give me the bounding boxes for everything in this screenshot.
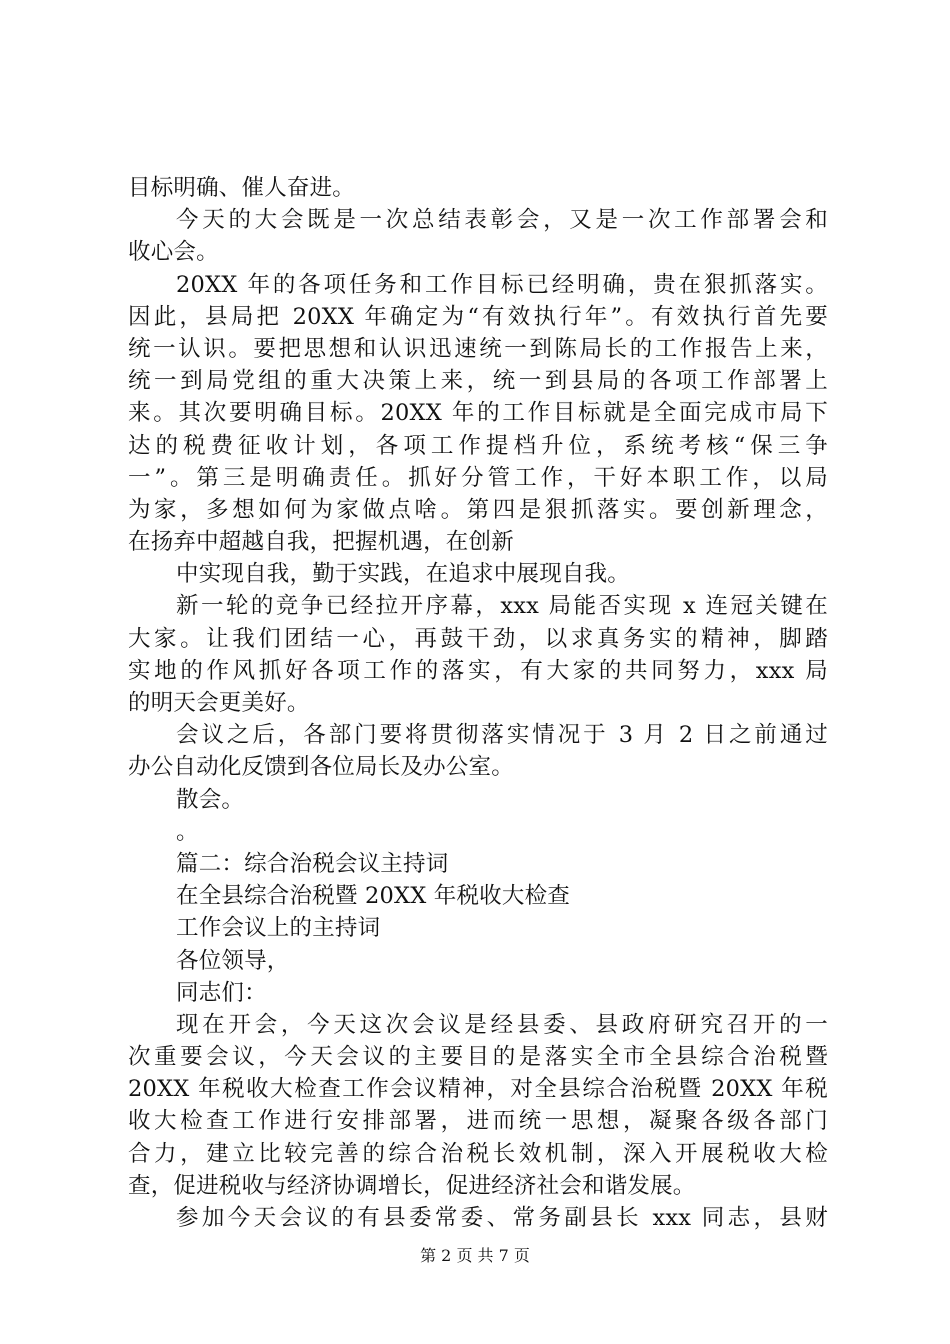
text-line: 在扬弃中超越自我，把握机遇，在创新 (128, 529, 514, 556)
text-line: 达的税费征收计划，各项工作提档升位，系统考核“保三争 (128, 432, 828, 459)
text-line: 20XX 年的各项任务和工作目标已经明确，贵在狠抓落实。 (176, 271, 828, 298)
text-line: 参加今天会议的有县委常委、常务副县长 xxx 同志，县财 (176, 1205, 828, 1231)
text-line: 工作会议上的主持词 (176, 915, 381, 942)
text-line: 统一认识。要把思想和认识迅速统一到陈局长的工作报告上来， (128, 335, 828, 362)
text-line: 因此，县局把 20XX 年确定为“有效执行年”。有效执行首先要 (128, 303, 828, 330)
document-body (128, 172, 828, 1234)
page-number-footer: 第 2 页 共 7 页 (420, 1246, 530, 1265)
text-line: 次重要会议，今天会议的主要目的是落实全市全县综合治税暨 (128, 1044, 828, 1071)
text-line: 收心会。 (128, 239, 219, 266)
text-line: 来。其次要明确目标。20XX 年的工作目标就是全面完成市局下 (128, 400, 828, 427)
text-line: 目标明确、催人奋进。 (128, 175, 356, 201)
text-line: 办公自动化反馈到各位局长及办公室。 (128, 754, 514, 781)
text-line: 今天的大会既是一次总结表彰会，又是一次工作部署会和 (176, 207, 828, 234)
text-line: 实地的作风抓好各项工作的落实，有大家的共同努力，xxx 局 (128, 657, 828, 684)
text-line: 20XX 年税收大检查工作会议精神，对全县综合治税暨 20XX 年税 (128, 1076, 828, 1103)
text-line: 同志们： (176, 979, 267, 1006)
text-line: 各位领导， (176, 947, 290, 974)
text-line: 收大检查工作进行安排部署，进而统一思想，凝聚各级各部门 (128, 1108, 828, 1135)
text-line: 中实现自我，勤于实践，在追求中展现自我。 (176, 561, 631, 588)
text-line: 统一到局党组的重大决策上来，统一到县局的各项工作部署上 (128, 368, 828, 395)
text-line: 的明天会更美好。 (128, 690, 310, 716)
text-line: 大家。让我们团结一心，再鼓干劲，以求真务实的精神，脚踏 (128, 625, 828, 652)
section-heading: 篇二：综合治税会议主持词 (176, 850, 449, 877)
text-line: 现在开会，今天这次会议是经县委、县政府研究召开的一 (176, 1011, 828, 1038)
text-line: 查，促进税收与经济协调增长，促进经济社会和谐发展。 (128, 1172, 696, 1199)
text-line: 新一轮的竞争已经拉开序幕，xxx 局能否实现 x 连冠关键在 (176, 593, 828, 620)
text-line: 一”。第三是明确责任。抓好分管工作，干好本职工作，以局 (128, 464, 828, 491)
text-line: 为家，多想如何为家做点啥。第四是狠抓落实。要创新理念， (128, 496, 828, 523)
text-line: 在全县综合治税暨 20XX 年税收大检查 (176, 883, 570, 910)
text-line: 会议之后，各部门要将贯彻落实情况于 3 月 2 日之前通过 (176, 722, 828, 749)
text-line: 合力，建立比较完善的综合治税长效机制，深入开展税收大检 (128, 1140, 828, 1167)
text-line: 。 (176, 818, 199, 845)
text-line: 散会。 (176, 786, 245, 813)
